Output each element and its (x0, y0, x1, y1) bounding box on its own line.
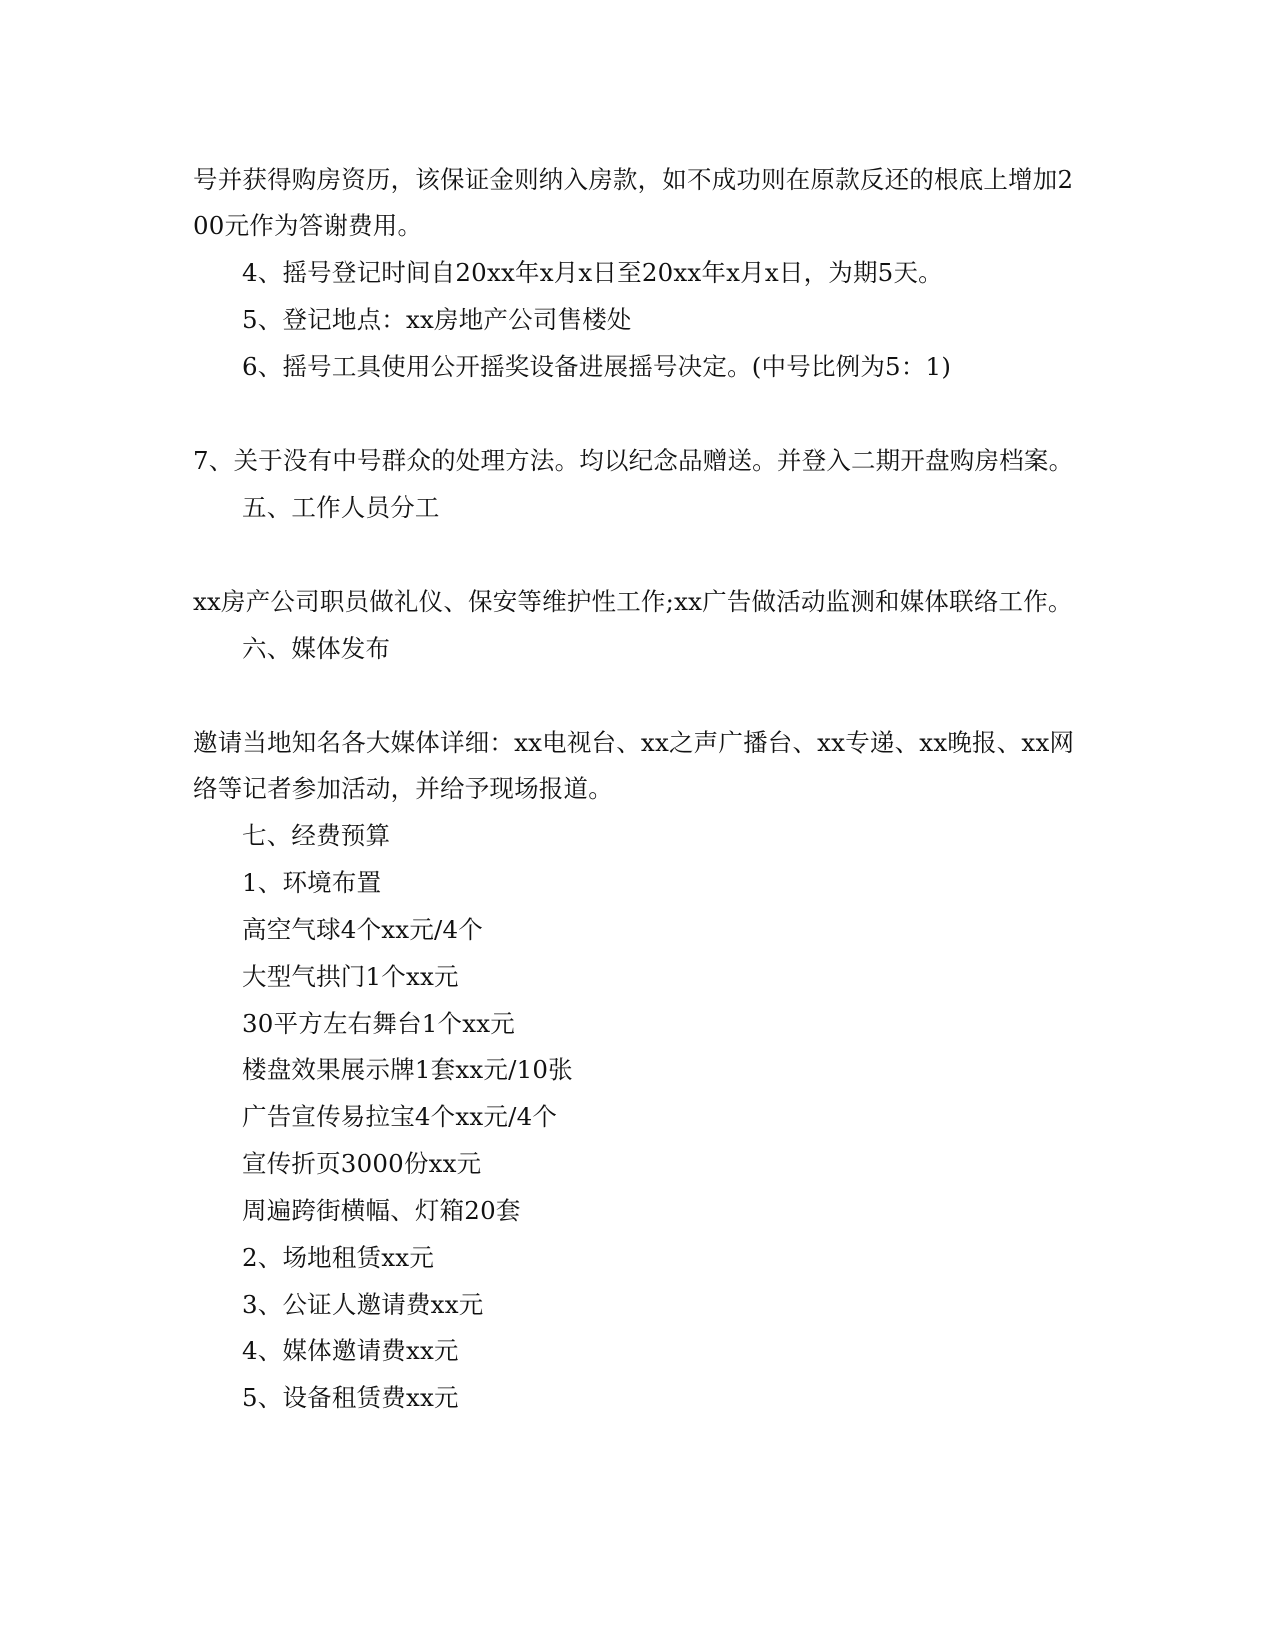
section-heading: 六、媒体发布 (242, 634, 391, 663)
paragraph-line: 络等记者参加活动，并给予现场报道。 (193, 774, 613, 803)
list-item: 5、登记地点：xx房地产公司售楼处 (242, 305, 632, 334)
paragraph-line: 号并获得购房资历，该保证金则纳入房款，如不成功则在原款反还的根底上增加2 (193, 165, 1074, 194)
paragraph-line: 00元作为答谢费用。 (193, 211, 423, 240)
list-item: 3、公证人邀请费xx元 (242, 1290, 484, 1319)
list-item: 楼盘效果展示牌1套xx元/10张 (242, 1055, 573, 1084)
list-item: 2、场地租赁xx元 (242, 1243, 435, 1272)
list-item: 4、摇号登记时间自20xx年x月x日至20xx年x月x日，为期5天。 (242, 258, 943, 287)
paragraph-line: 邀请当地知名各大媒体详细：xx电视台、xx之声广播台、xx专递、xx晚报、xx网 (193, 728, 1075, 757)
list-item: 4、媒体邀请费xx元 (242, 1336, 459, 1365)
section-heading: 五、工作人员分工 (242, 493, 440, 522)
list-item: 周遍跨街横幅、灯箱20套 (242, 1196, 521, 1225)
list-item: 30平方左右舞台1个xx元 (242, 1009, 515, 1038)
list-item: 5、设备租赁费xx元 (242, 1383, 459, 1412)
list-item: 1、环境布置 (242, 868, 382, 897)
list-item: 高空气球4个xx元/4个 (242, 915, 483, 944)
list-item: 6、摇号工具使用公开摇奖设备进展摇号决定。(中号比例为5：1) (242, 352, 952, 381)
list-item: 大型气拱门1个xx元 (242, 962, 459, 991)
paragraph-line: xx房产公司职员做礼仪、保安等维护性工作;xx广告做活动监测和媒体联络工作。 (193, 587, 1073, 616)
list-item: 宣传折页3000份xx元 (242, 1149, 482, 1178)
list-item: 7、关于没有中号群众的处理方法。均以纪念品赠送。并登入二期开盘购房档案。 (193, 446, 1074, 475)
list-item: 广告宣传易拉宝4个xx元/4个 (242, 1102, 558, 1131)
section-heading: 七、经费预算 (242, 821, 391, 850)
